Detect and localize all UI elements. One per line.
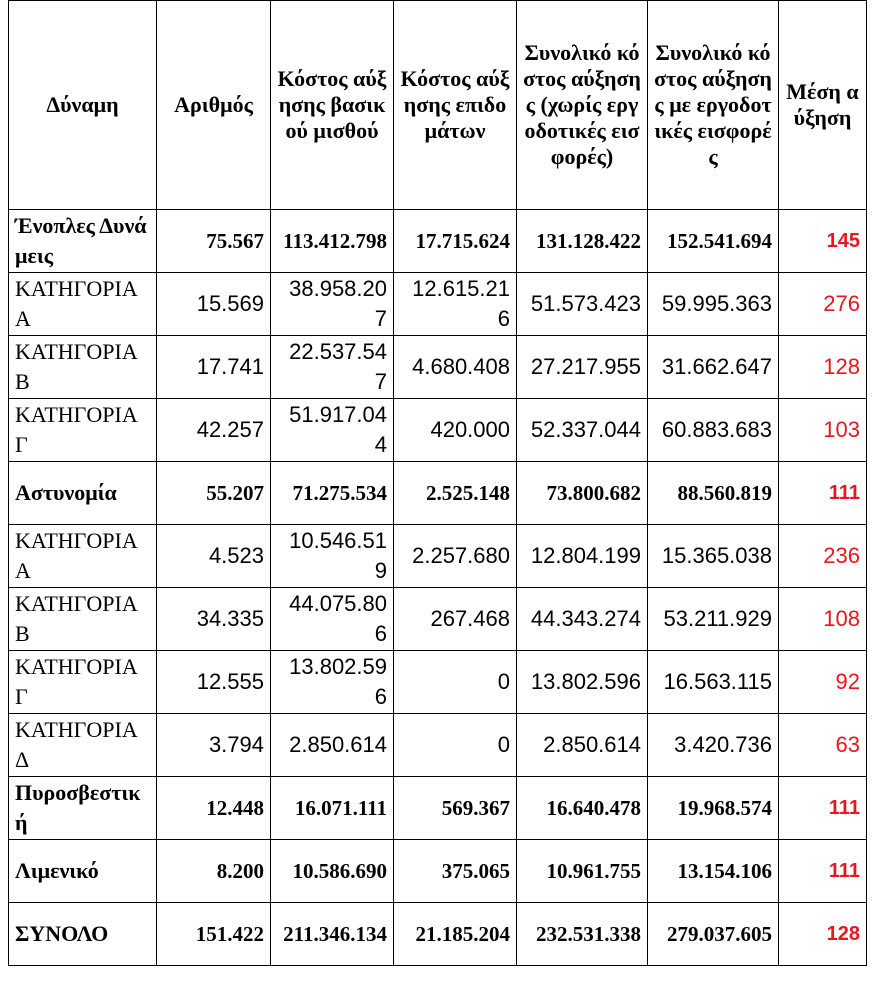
cell-total-with-contributions: 88.560.819 [648, 462, 779, 525]
cell-total-without-contributions: 16.640.478 [517, 777, 648, 840]
cell-allowance-cost: 2.257.680 [394, 525, 517, 588]
cell-count: 55.207 [157, 462, 271, 525]
cell-total-without-contributions: 27.217.955 [517, 336, 648, 399]
cell-force: ΚΑΤΗΓΟΡΙΑ Δ [9, 714, 157, 777]
cell-total-with-contributions: 279.037.605 [648, 903, 779, 966]
cell-total-with-contributions: 152.541.694 [648, 210, 779, 273]
table-row [9, 273, 867, 336]
cell-total-without-contributions: 13.802.596 [517, 651, 648, 714]
header-count: Αριθμός [157, 1, 271, 210]
cell-count: 34.335 [157, 588, 271, 651]
cell-allowance-cost: 12.615.216 [394, 273, 517, 336]
cell-force: ΚΑΤΗΓΟΡΙΑ Γ [9, 651, 157, 714]
cell-total-without-contributions: 52.337.044 [517, 399, 648, 462]
table-row [9, 525, 867, 588]
cell-base-salary-cost: 38.958.207 [271, 273, 394, 336]
cell-allowance-cost: 2.525.148 [394, 462, 517, 525]
table-row [9, 840, 867, 903]
cell-force: ΚΑΤΗΓΟΡΙΑ Β [9, 588, 157, 651]
cell-total-without-contributions: 51.573.423 [517, 273, 648, 336]
table-row [9, 903, 867, 966]
cell-base-salary-cost: 113.412.798 [271, 210, 394, 273]
cell-base-salary-cost: 10.586.690 [271, 840, 394, 903]
cell-base-salary-cost: 16.071.111 [271, 777, 394, 840]
cell-count: 3.794 [157, 714, 271, 777]
cell-average-increase: 92 [779, 651, 867, 714]
cell-count: 42.257 [157, 399, 271, 462]
cell-average-increase: 276 [779, 273, 867, 336]
cell-allowance-cost: 21.185.204 [394, 903, 517, 966]
cell-total-with-contributions: 60.883.683 [648, 399, 779, 462]
cell-force: ΚΑΤΗΓΟΡΙΑ Α [9, 525, 157, 588]
cell-base-salary-cost: 71.275.534 [271, 462, 394, 525]
cell-base-salary-cost: 211.346.134 [271, 903, 394, 966]
cell-force: ΚΑΤΗΓΟΡΙΑ Γ [9, 399, 157, 462]
cell-average-increase: 236 [779, 525, 867, 588]
cell-average-increase: 111 [779, 462, 867, 525]
cell-force: ΚΑΤΗΓΟΡΙΑ Β [9, 336, 157, 399]
cell-allowance-cost: 267.468 [394, 588, 517, 651]
cell-total-with-contributions: 53.211.929 [648, 588, 779, 651]
cell-base-salary-cost: 44.075.806 [271, 588, 394, 651]
cell-average-increase: 103 [779, 399, 867, 462]
cell-allowance-cost: 4.680.408 [394, 336, 517, 399]
table-row [9, 336, 867, 399]
cell-force: ΚΑΤΗΓΟΡΙΑ Α [9, 273, 157, 336]
cell-base-salary-cost: 13.802.596 [271, 651, 394, 714]
cell-total-with-contributions: 3.420.736 [648, 714, 779, 777]
cell-force: ΣΥΝΟΛΟ [9, 903, 157, 966]
cell-base-salary-cost: 22.537.547 [271, 336, 394, 399]
header-force: Δύναμη [9, 1, 157, 210]
cell-total-with-contributions: 16.563.115 [648, 651, 779, 714]
cell-base-salary-cost: 2.850.614 [271, 714, 394, 777]
table-row [9, 714, 867, 777]
cell-total-without-contributions: 10.961.755 [517, 840, 648, 903]
cell-average-increase: 63 [779, 714, 867, 777]
cell-count: 17.741 [157, 336, 271, 399]
cell-allowance-cost: 569.367 [394, 777, 517, 840]
cell-allowance-cost: 17.715.624 [394, 210, 517, 273]
cell-force: Πυροσβεστική [9, 777, 157, 840]
cell-allowance-cost: 420.000 [394, 399, 517, 462]
cell-average-increase: 128 [779, 336, 867, 399]
cell-count: 8.200 [157, 840, 271, 903]
cell-total-with-contributions: 31.662.647 [648, 336, 779, 399]
table-row [9, 651, 867, 714]
header-base-salary-cost: Κόστος αύξησης βασικού μισθού [271, 1, 394, 210]
cell-average-increase: 128 [779, 903, 867, 966]
header-row [9, 1, 867, 210]
cell-allowance-cost: 375.065 [394, 840, 517, 903]
cell-total-with-contributions: 13.154.106 [648, 840, 779, 903]
cell-force: Λιμενικό [9, 840, 157, 903]
cell-force: Αστυνομία [9, 462, 157, 525]
cell-force: Ένοπλες Δυνάμεις [9, 210, 157, 273]
cell-count: 4.523 [157, 525, 271, 588]
header-average-increase: Μέση αύξηση [779, 1, 867, 210]
header-total-with-contributions: Συνολικό κόστος αύξησης με εργοδοτικές εισφορές [648, 1, 779, 210]
cell-total-without-contributions: 44.343.274 [517, 588, 648, 651]
header-allowance-cost: Κόστος αύξησης επιδομάτων [394, 1, 517, 210]
cell-total-without-contributions: 12.804.199 [517, 525, 648, 588]
cell-total-without-contributions: 73.800.682 [517, 462, 648, 525]
cell-count: 75.567 [157, 210, 271, 273]
cell-count: 151.422 [157, 903, 271, 966]
table-body [9, 210, 867, 966]
cell-average-increase: 145 [779, 210, 867, 273]
header-total-without-contributions: Συνολικό κόστος αύξησης (χωρίς εργοδοτικές εισφορές) [517, 1, 648, 210]
cell-base-salary-cost: 10.546.519 [271, 525, 394, 588]
cell-count: 12.448 [157, 777, 271, 840]
table-row [9, 399, 867, 462]
cell-allowance-cost: 0 [394, 651, 517, 714]
cell-total-with-contributions: 15.365.038 [648, 525, 779, 588]
cell-average-increase: 111 [779, 840, 867, 903]
cell-total-without-contributions: 2.850.614 [517, 714, 648, 777]
cell-allowance-cost: 0 [394, 714, 517, 777]
table-row [9, 210, 867, 273]
cell-total-with-contributions: 59.995.363 [648, 273, 779, 336]
cell-total-without-contributions: 232.531.338 [517, 903, 648, 966]
cell-average-increase: 111 [779, 777, 867, 840]
table-row [9, 588, 867, 651]
cell-count: 15.569 [157, 273, 271, 336]
cell-total-without-contributions: 131.128.422 [517, 210, 648, 273]
cell-total-with-contributions: 19.968.574 [648, 777, 779, 840]
table-row [9, 462, 867, 525]
cell-average-increase: 108 [779, 588, 867, 651]
table-row [9, 777, 867, 840]
cell-base-salary-cost: 51.917.044 [271, 399, 394, 462]
cell-count: 12.555 [157, 651, 271, 714]
salary-cost-table [8, 0, 867, 966]
